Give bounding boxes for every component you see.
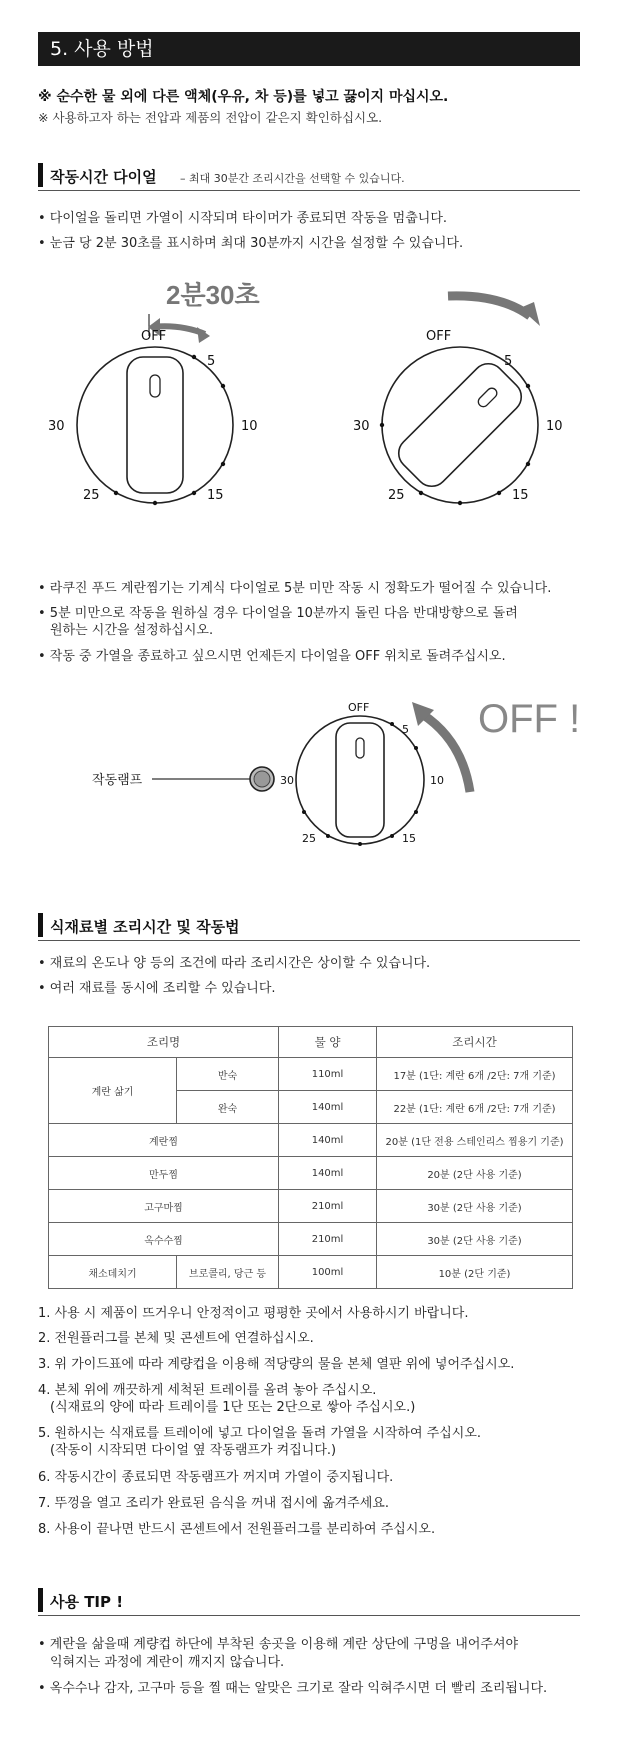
tip-section-title: 사용 TIP ! — [50, 1593, 124, 1611]
bullet-item: • 5분 미만으로 작동을 원하실 경우 다이얼을 10분까지 돌린 다음 반대방향으로 돌려 — [38, 606, 518, 621]
section-marker — [38, 913, 43, 937]
table-group-cell: 계란 삶기 — [49, 1058, 177, 1124]
section-marker — [38, 1588, 43, 1612]
bullet-item: • 재료의 온도나 양 등의 조건에 따라 조리시간은 상이할 수 있습니다. — [38, 956, 431, 971]
dial-section-desc: – 최대 30분간 조리시간을 선택할 수 있습니다. — [180, 172, 405, 185]
dial-label-10: 10 — [241, 419, 258, 434]
table-cell: 140ml — [279, 1124, 377, 1157]
dial-label-off: OFF — [426, 329, 452, 344]
bullet-item: • 다이얼을 돌리면 가열이 시작되며 타이머가 종료되면 작동을 멈춥니다. — [38, 211, 448, 226]
table-cell: 140ml — [279, 1091, 377, 1124]
step-item: 2. 전원플러그를 본체 및 콘센트에 연결하십시오. — [38, 1331, 314, 1346]
dial-label-15: 15 — [512, 488, 529, 503]
bullet-item-cont: 익혀지는 과정에 계란이 깨지지 않습니다. — [50, 1655, 285, 1670]
table-cell: 140ml — [279, 1157, 377, 1190]
step-item-note: (식재료의 양에 따라 트레이를 1단 또는 2단으로 쌓아 주십시오.) — [50, 1400, 416, 1415]
bullet-item-cont: 원하는 시간을 설정하십시오. — [50, 623, 214, 638]
dial-label-25: 25 — [302, 832, 316, 845]
bullet-item: • 라쿠진 푸드 계란찜기는 기계식 다이얼로 5분 미만 작동 시 정확도가 떨어질 수 있습니다. — [38, 581, 552, 596]
table-row — [49, 1190, 573, 1223]
dial-label-10: 10 — [430, 774, 444, 787]
table-cell: 만두찜 — [49, 1157, 279, 1190]
bullet-item: • 여러 재료를 동시에 조리할 수 있습니다. — [38, 981, 276, 996]
dial-label-30: 30 — [280, 774, 294, 787]
cook-section-title: 식재료별 조리시간 및 작동법 — [50, 918, 240, 936]
table-header: 물 양 — [279, 1027, 377, 1058]
table-header: 조리명 — [49, 1027, 279, 1058]
off-illustration — [0, 680, 621, 855]
table-row — [49, 1223, 573, 1256]
step-item: 1. 사용 시 제품이 뜨거우니 안정적이고 평평한 곳에서 사용하시기 바랍니다. — [38, 1306, 469, 1321]
bullet-item: • 작동 중 가열을 종료하고 싶으시면 언제든지 다이얼을 OFF 위치로 돌려주십시오. — [38, 649, 506, 664]
section-header: 5. 사용 방법 — [38, 32, 580, 66]
section-divider — [38, 1615, 580, 1616]
table-cell: 100ml — [279, 1256, 377, 1289]
table-cell: 20분 (1단 전용 스테인리스 찜용기 기준) — [377, 1124, 573, 1157]
dial-section-title: 작동시간 다이얼 — [50, 168, 157, 186]
dial-label-10: 10 — [546, 419, 563, 434]
table-row — [49, 1058, 573, 1091]
step-item: 6. 작동시간이 종료되면 작동램프가 꺼지며 가열이 중지됩니다. — [38, 1470, 394, 1485]
table-cell: 30분 (2단 사용 기준) — [377, 1190, 573, 1223]
warning-main: ※ 순수한 물 외에 다른 액체(우유, 차 등)를 넣고 끓이지 마십시오. — [38, 89, 449, 105]
bullet-item: • 옥수수나 감자, 고구마 등을 찔 때는 알맞은 크기로 잘라 익혀주시면 더 빨리 조리됩니다. — [38, 1681, 548, 1696]
step-item: 7. 뚜껑을 열고 조리가 완료된 음식을 꺼내 접시에 옮겨주세요. — [38, 1496, 389, 1511]
table-row — [49, 1157, 573, 1190]
dial-label-15: 15 — [207, 488, 224, 503]
table-cell: 22분 (1단: 계란 6개 /2단: 7개 기준) — [377, 1091, 573, 1124]
table-cell: 210ml — [279, 1223, 377, 1256]
lamp-label: 작동램프 — [92, 773, 143, 788]
dial-label-off: OFF — [141, 329, 167, 344]
table-header: 조리시간 — [377, 1027, 573, 1058]
table-cell: 브로콜리, 당근 등 — [177, 1256, 279, 1289]
step-item: 3. 위 가이드표에 따라 계량컵을 이용해 적당량의 물을 본체 열판 위에 넣어주십시오. — [38, 1357, 515, 1372]
table-row — [49, 1256, 573, 1289]
bullet-item: • 계란을 삶을때 계량컵 하단에 부착된 송곳을 이용해 계란 상단에 구멍을 내어주셔야 — [38, 1637, 519, 1652]
section-divider — [38, 190, 580, 191]
dial-label-25: 25 — [83, 488, 100, 503]
dial-left — [48, 329, 258, 505]
dial-label-5: 5 — [207, 354, 216, 369]
step-item: 4. 본체 위에 깨끗하게 세척된 트레이를 올려 놓아 주십시오. — [38, 1383, 377, 1398]
table-cell: 반숙 — [177, 1058, 279, 1091]
table-cell: 고구마찜 — [49, 1190, 279, 1223]
warning-sub: ※ 사용하고자 하는 전압과 제품의 전압이 같은지 확인하십시오. — [38, 110, 383, 125]
table-cell: 20분 (2단 사용 기준) — [377, 1157, 573, 1190]
section-divider — [38, 940, 580, 941]
table-cell: 30분 (2단 사용 기준) — [377, 1223, 573, 1256]
dial-label-5: 5 — [504, 354, 513, 369]
table-cell: 완숙 — [177, 1091, 279, 1124]
rotate-arrow-icon — [448, 296, 530, 316]
off-big-label: OFF ! — [478, 697, 581, 741]
dial-label-30: 30 — [353, 419, 370, 434]
dial-label-off: OFF — [348, 701, 370, 714]
cooking-time-table — [48, 1026, 573, 1289]
dial-label-5: 5 — [402, 723, 409, 736]
table-cell: 10분 (2단 기준) — [377, 1256, 573, 1289]
table-cell: 옥수수찜 — [49, 1223, 279, 1256]
dial-label-30: 30 — [48, 419, 65, 434]
table-cell: 17분 (1단: 계란 6개 /2단: 7개 기준) — [377, 1058, 573, 1091]
table-row — [49, 1124, 573, 1157]
bullet-item: • 눈금 당 2분 30초를 표시하며 최대 30분까지 시간을 설정할 수 있습니다. — [38, 236, 464, 251]
dial-label-25: 25 — [388, 488, 405, 503]
step-item: 5. 원하시는 식재료를 트레이에 넣고 다이얼을 돌려 가열을 시작하여 주십시오. — [38, 1426, 482, 1441]
arrow-head-icon — [197, 327, 210, 343]
dial-label-15: 15 — [402, 832, 416, 845]
table-header-row — [49, 1027, 573, 1058]
section-marker — [38, 163, 43, 187]
table-cell: 110ml — [279, 1058, 377, 1091]
table-group-cell: 채소데치기 — [49, 1256, 177, 1289]
step-label: 2분30초 — [166, 280, 260, 310]
step-item: 8. 사용이 끝나면 반드시 콘센트에서 전원플러그를 분리하여 주십시오. — [38, 1522, 436, 1537]
table-cell: 210ml — [279, 1190, 377, 1223]
dial-illustrations — [0, 270, 621, 545]
table-cell: 계란찜 — [49, 1124, 279, 1157]
step-item-note: (작동이 시작되면 다이얼 옆 작동램프가 켜집니다.) — [50, 1443, 337, 1458]
dial-right — [353, 329, 563, 505]
